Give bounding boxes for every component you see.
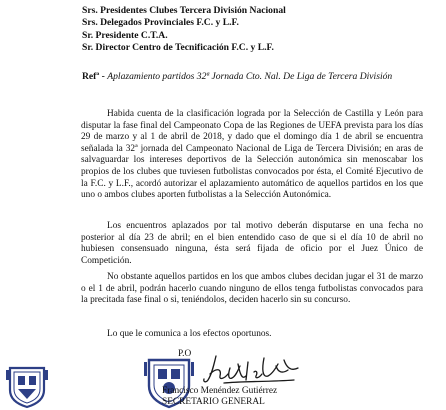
signer-name: Francisco Menéndez Gutiérrez <box>162 386 278 396</box>
recipient-line: Sr. Director Centro de Tecnificación F.C. y L.F. <box>82 41 274 53</box>
recipient-line: Sr. Presidente C.T.A. <box>82 29 168 41</box>
body-paragraph <box>81 109 423 202</box>
body-paragraph-text: Habida cuenta de la clasificación lograda por la Selección de Castilla y León para disputar la fase final del Campeonato Copa de las Regiones de UEFA prevista para los días 29 de marzo y al 1 de abril de 2018, y dado que el domingo día 1 de abril se encuentra señalada la 32ª jornada del Campeonato Nacional de Liga de Tercera División; en aras de salvaguardar los intereses deportivos de la Selección autonómica sin menoscabar los propios de los clubes que tuviesen futbolistas convocados por ésta, el Comité Ejecutivo de la F.C. y L.F., acordó autorizar el aplazamiento automático de aquellos partidos en los que uno o ambos clubes aporten futbolistas a la Selección Autonómica. <box>81 109 423 201</box>
recipient-line: Srs. Presidentes Clubes Tercera División Nacional <box>82 5 286 16</box>
body-paragraph <box>81 329 423 341</box>
body-paragraph-text: Lo que le comunica a los efectos oportunos. <box>107 329 272 339</box>
fcylf-seal-left-icon <box>4 360 50 410</box>
reference-subject: Aplazamiento partidos 32ª Jornada Cto. Nal. De Liga de Tercera División <box>107 71 393 82</box>
body-paragraph-text: No obstante aquellos partidos en los que ambos clubes decidan jugar el 31 de marzo o el 1 de abril, podrán hacerlo cuando ninguno de ellos tenga futbolistas convocados para la precitada fase final o si, teniéndolos, deciden hacerlo sin su concurso. <box>81 272 423 306</box>
reference-label: Refª - <box>82 71 105 82</box>
body-paragraph <box>81 272 423 307</box>
po-label: P.O <box>178 349 192 359</box>
body-paragraph-text: Los encuentros aplazados por tal motivo deberán disputarse en una fecha no posterior al día 23 de abril; en el bien entendido caso de que si el día 10 de abril no hubiesen consensuado ninguna, ésta será fijada de oficio por el Juez Único de Competición. <box>81 221 423 266</box>
signer-block <box>162 386 277 408</box>
signer-title: SECRETARIO GENERAL <box>162 397 265 408</box>
body-paragraph <box>81 221 423 267</box>
handwritten-signature-icon <box>198 350 310 390</box>
reference-line <box>82 71 392 82</box>
recipient-list <box>82 5 286 54</box>
recipient-line: Srs. Delegados Provinciales F.C. y L.F. <box>82 17 239 29</box>
